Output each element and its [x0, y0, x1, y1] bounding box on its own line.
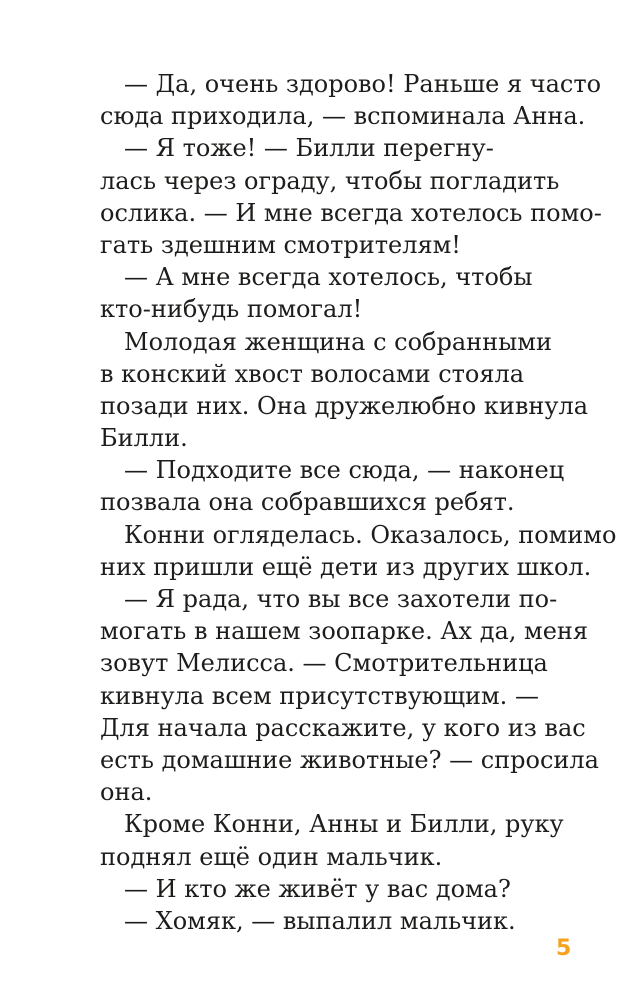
text-line: них пришли ещё дети из других школ. — [100, 552, 592, 581]
body-text — [100, 68, 617, 937]
text-line: — И кто же живёт у вас дома? — [124, 874, 511, 903]
text-line: поднял ещё один мальчик. — [100, 842, 443, 871]
text-line: Билли. — [100, 424, 188, 453]
text-line: позади них. Она дружелюбно кивнула — [100, 391, 589, 420]
text-line: — Я тоже! — Билли перегну- — [124, 134, 494, 163]
text-line: Конни огляделась. Оказалось, помимо — [124, 520, 617, 549]
text-line: в конский хвост волосами стояла — [100, 359, 525, 388]
text-line: сюда приходила, — вспоминала Анна. — [100, 102, 586, 131]
text-line: могать в нашем зоопарке. Ах да, меня — [100, 617, 589, 646]
text-line: Для начала расскажите, у кого из вас — [100, 713, 586, 742]
text-line: ослика. — И мне всегда хотелось помо- — [100, 198, 602, 227]
text-line: гать здешним смотрителям! — [100, 230, 461, 259]
text-line: — Хомяк, — выпалил мальчик. — [124, 906, 516, 935]
text-line: лась через ограду, чтобы погладить — [100, 166, 560, 195]
page-number: 5 — [556, 936, 572, 961]
text-line: Кроме Конни, Анны и Билли, руку — [124, 810, 564, 839]
text-line: кивнула всем присутствующим. — — [100, 681, 539, 710]
text-line: есть домашние животные? — спросила — [100, 745, 599, 774]
text-line: позвала она собравшихся ребят. — [100, 488, 515, 517]
text-line: — А мне всегда хотелось, чтобы — [124, 263, 533, 292]
text-line: кто-нибудь помогал! — [100, 295, 363, 324]
text-line: она. — [100, 778, 153, 807]
text-line: — Да, очень здорово! Раньше я часто — [124, 70, 602, 98]
text-line: — Подходите все сюда, — наконец — [124, 456, 565, 485]
text-line: — Я рада, что вы все захотели по- — [124, 585, 558, 613]
text-line: зовут Мелисса. — Смотрительница — [100, 649, 548, 678]
text-line: Молодая женщина с собранными — [124, 327, 552, 356]
